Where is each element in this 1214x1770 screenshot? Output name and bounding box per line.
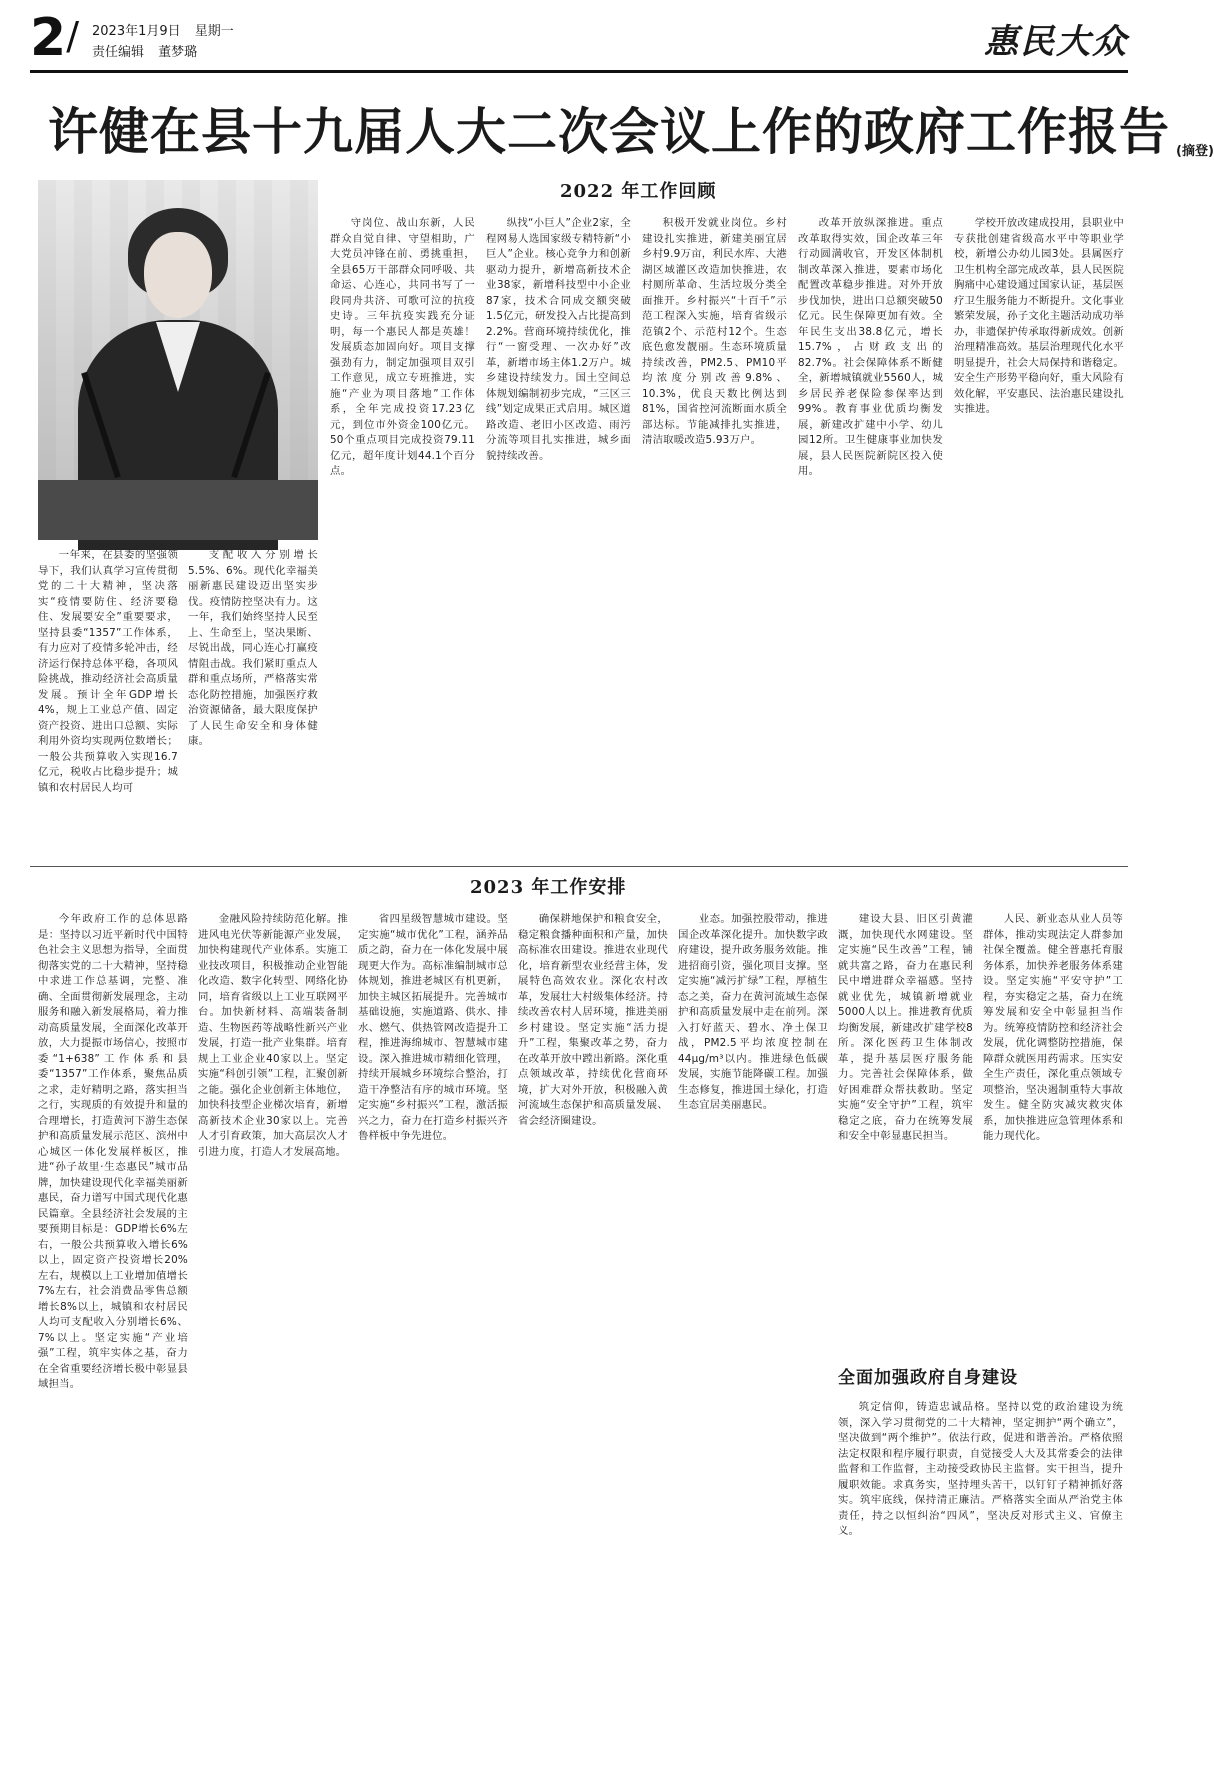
page-number: 2/	[30, 8, 79, 68]
speaker-photo	[38, 180, 318, 540]
headline-note: (摘登)	[1176, 144, 1214, 159]
headline	[48, 100, 1214, 164]
plan-column-6: 建设大县、旧区引黄灌溉，加快现代水网建设。坚定实施“民生改善”工程，铺就共富之路，奋力在惠民利民中增进群众幸福感。坚持就业优先，城镇新增就业5000人以上。推进教育优质均衡发展，新建改扩建学校8所。深化医药卫生体制改革，提升基层医疗服务能力。完善社会保障体系，做好困难群众帮扶救助。坚定实施“安全守护”工程，筑牢稳定之底，奋力在统筹发展和安全中彰显惠民担当。	[838, 913, 973, 1142]
headline-title: 许健在县十九届人大二次会议上作的政府工作报告	[48, 103, 1170, 161]
plan-column-3: 省四星级智慧城市建设。坚定实施“城市优化”工程，涵养品质之韵，奋力在一体化发展中展现更大作为。高标准编制城市总体规划，推进老城区有机更新，加快主城区拓展提升。完善城市基础设施，实施道路、供水、排水、燃气、供热管网改造提升工程，推进海绵城市、智慧城市建设。深入推进城市精细化管理，持续开展城乡环境综合整治，打造干净整洁有序的城市环境。坚定实施“乡村振兴”工程，激活振兴之力，奋力在打造乡村振兴齐鲁样板中争先进位。	[358, 913, 508, 1142]
section-title-review: 2022 年工作回顾	[560, 181, 717, 202]
section-divider	[30, 866, 1128, 867]
selfbuild-column: 筑定信仰，铸造忠诚品格。坚持以党的政治建设为统领，深入学习贯彻党的二十大精神，坚定拥护“两个确立”，坚决做到“两个维护”。依法行政，促进和谐善治。严格依照法定权限和程序履行职责，自觉接受人大及其常委会的法律监督和工作监督，主动接受政协民主监督。实干担当，提升履职效能。求真务实，坚持埋头苦干，以钉钉子精神抓好落实。筑牢底线，保持清正廉洁。严格落实全面从严治党主体责任，持之以恒纠治“四风”，坚决反对形式主义、官僚主义。	[838, 1401, 1123, 1537]
editor-credit	[92, 45, 207, 61]
masthead-rule	[30, 70, 1128, 73]
weekday: 星期一	[194, 24, 234, 39]
review-column-3: 守岗位、战山东新，人民群众自觉自律、守望相助，广大党员冲锋在前、勇挑重担，全县65万干部群众同呼吸、共命运、心连心，共同书写了一段同舟共济、可歌可泣的抗疫史诗。三年抗疫实践充分证明，每一个惠民人都是英雄！发展质态加固向好。项目支撑强劲有力，制定加强项目双引工作意见，成立专班推进，实施“产业为项目落地”工作体系，全年完成投资17.23亿元，到位市外资金100亿元。50个重点项目完成投资79.11亿元，超年度计划44.1个百分点。	[330, 217, 475, 477]
plan-column-1: 今年政府工作的总体思路是：坚持以习近平新时代中国特色社会主义思想为指导，全面贯彻落实党的二十大精神，坚持稳中求进工作总基调，完整、准确、全面贯彻新发展理念，主动服务和融入新发展格局，着力推动高质量发展，全面深化改革开放，大力提振市场信心，按照市委“1+638”工作体系和县委“1357”工作体系，聚焦品质之求，走好精明之路，落实担当之行，实现质的有效提升和量的合理增长，打造黄河下游生态保护和高质量发展示范区、滨州中心城区一体化发展样板区，推进“孙子故里·生态惠民”城市品牌，加快建设现代化幸福美丽新惠民，奋力谱写中国式现代化惠民篇章。全县经济社会发展的主要预期目标是：GDP增长6%左右，一般公共预算收入增长6%以上，固定资产投资增长20%左右，规模以上工业增加值增长7%左右，社会消费品零售总额增长8%以上，城镇和农村居民人均可支配收入分别增长6%、7%以上。坚定实施“产业培强”工程，筑牢实体之基，奋力在全省重要经济增长极中彰显县域担当。	[38, 913, 188, 1390]
plan-column-5: 业态。加强控股带动，推进国企改革深化提升。加快数字政府建设，提升政务服务效能。推进招商引资，强化项目支撑。坚定实施“减污扩绿”工程，厚植生态之美，奋力在黄河流域生态保护和高质量发展中走在前列。深入打好蓝天、碧水、净土保卫战，PM2.5平均浓度控制在44μg/m³以内。推进绿色低碳发展，实施节能降碳工程。加强生态修复，推进国土绿化，打造生态宜居美丽惠民。	[678, 913, 828, 1111]
issue-date	[92, 24, 244, 40]
plan-column-7: 人民、新业态从业人员等群体，推动实现法定人群参加社保全覆盖。健全普惠托育服务体系，加快养老服务体系建设。坚定实施“平安守护”工程，夯实稳定之基，奋力在统筹发展和安全中彰显担当作为。统筹疫情防控和经济社会发展，优化调整防控措施，保障群众就医用药需求。压实安全生产责任，深化重点领域专项整治，坚决遏制重特大事故发生。健全防灾减灾救灾体系，加快推进应急管理体系和能力现代化。	[983, 913, 1123, 1142]
review-column-1: 一年来，在县委的坚强领导下，我们认真学习宣传贯彻党的二十大精神，坚决落实“疫情要防住、经济要稳住、发展要安全”重要要求，坚持县委“1357”工作体系，有力应对了疫情多轮冲击，经济运行保持总体平稳，各项风险挑战，推动经济社会高质量发展。预计全年GDP增长4%，规上工业总产值、固定资产投资、进出口总额、实际利用外资均实现两位数增长；一般公共预算收入实现16.7亿元，税收占比稳步提升；城镇和农村居民人均可	[38, 549, 178, 794]
plan-column-2: 金融风险持续防范化解。推进风电光伏等新能源产业发展，加快构建现代产业体系。实施工业技改项目，积极推动企业智能化改造、数字化转型、网络化协同，培育省级以上工业互联网平台。加快新材料、高端装备制造、生物医药等战略性新兴产业发展，打造一批产业集群。培育规上工业企业40家以上。坚定实施“科创引领”工程，汇聚创新之能。强化企业创新主体地位，加快科技型企业梯次培育，新增高新技术企业30家以上。完善人才引育政策，加大高层次人才引进力度，打造人才发展高地。	[198, 913, 348, 1158]
review-column-7: 学校开放改建成投用，县职业中专获批创建省级高水平中等职业学校，新增公办幼儿园3处。县属医疗卫生机构全部完成改革，县人民医院胸痛中心建设通过国家认证，基层医疗卫生服务能力不断提升。文化事业繁荣发展，孙子文化主题活动成功举办，非遗保护传承取得新成效。创新治理精准高效。基层治理现代化水平明显提升，社会大局保持和谐稳定。安全生产形势平稳向好，重大风险有效化解，平安惠民、法治惠民建设扎实推进。	[954, 217, 1124, 415]
review-column-6: 改革开放纵深推进。重点改革取得实效，国企改革三年行动圆满收官，开发区体制机制改革深入推进，要素市场化配置改革稳步推进。对外开放步伐加快，进出口总额突破50亿元。民生保障更加有效。全年民生支出38.8亿元，增长15.7%，占财政支出的82.7%。社会保障体系不断健全，新增城镇就业5560人，城乡居民养老保险参保率达到99%。教育事业优质均衡发展，新建改扩建中小学、幼儿园12所。卫生健康事业加快发展，县人民医院新院区投入使用。	[798, 217, 943, 477]
review-column-5: 积极开发就业岗位。乡村建设扎实推进，新建美丽宜居乡村9.9万亩，利民水库、大港湖区域灌区改造加快推进，农村厕所革命、生活垃圾分类全面推开。乡村振兴“十百千”示范工程深入实施，培育省级示范镇2个、示范村12个。生态底色愈发靓丽。生态环境质量持续改善，PM2.5、PM10平均浓度分别改善9.8%、10.3%，优良天数比例达到81%，国省控河流断面水质全部达标。节能减排扎实推进，清洁取暖改造5.93万户。	[642, 217, 787, 446]
masthead	[30, 8, 1128, 68]
section-title-plan: 2023 年工作安排	[470, 877, 627, 898]
date: 2023年1月9日	[92, 24, 181, 39]
review-column-4: 纵找“小巨人”企业2家，全程网易人选国家级专精特新“小巨人”企业。核心竞争力和创新驱动力提升，新增高新技术企业38家，新增科技型中小企业87家，技术合同成交额突破1.5亿元，研发投入占比提高到2.2%。营商环境持续优化，推行“一窗受理、一次办好”改革，新增市场主体1.2万户。城乡建设持续发力。国土空间总体规划编制初步完成，“三区三线”划定成果正式启用。城区道路改造、老旧小区改造、雨污分流等项目扎实推进，城乡面貌持续改善。	[486, 217, 631, 462]
review-column-2: 支配收入分别增长5.5%、6%。现代化幸福美丽新惠民建设迈出坚实步伐。疫情防控坚决有力。这一年，我们始终坚持人民至上、生命至上，坚决果断、尽锐出战，同心连心打赢疫情阻击战。我们紧盯重点人群和重点场所，严格落实常态化防控措施，加强医疗救治资源储备，最大限度保护了人民生命安全和身体健康。	[188, 549, 318, 747]
plan-column-4: 确保耕地保护和粮食安全，稳定粮食播种面积和产量，加快高标准农田建设。推进农业现代化，培育新型农业经营主体，发展特色高效农业。深化农村改革，发展壮大村级集体经济。持续改善农村人居环境，推进美丽乡村建设。坚定实施“活力提升”工程，集聚改革之势，奋力在改革开放中蹚出新路。深化重点领域改革，持续优化营商环境，扩大对外开放，积极融入黄河流域生态保护和高质量发展、省会经济圈建设。	[518, 913, 668, 1127]
editor-name: 董梦璐	[158, 45, 198, 60]
editor-label: 责任编辑	[92, 45, 145, 60]
section-title-selfbuild: 全面加强政府自身建设	[838, 1368, 1018, 1388]
paper-name-logo: 惠民大众	[984, 22, 1128, 62]
